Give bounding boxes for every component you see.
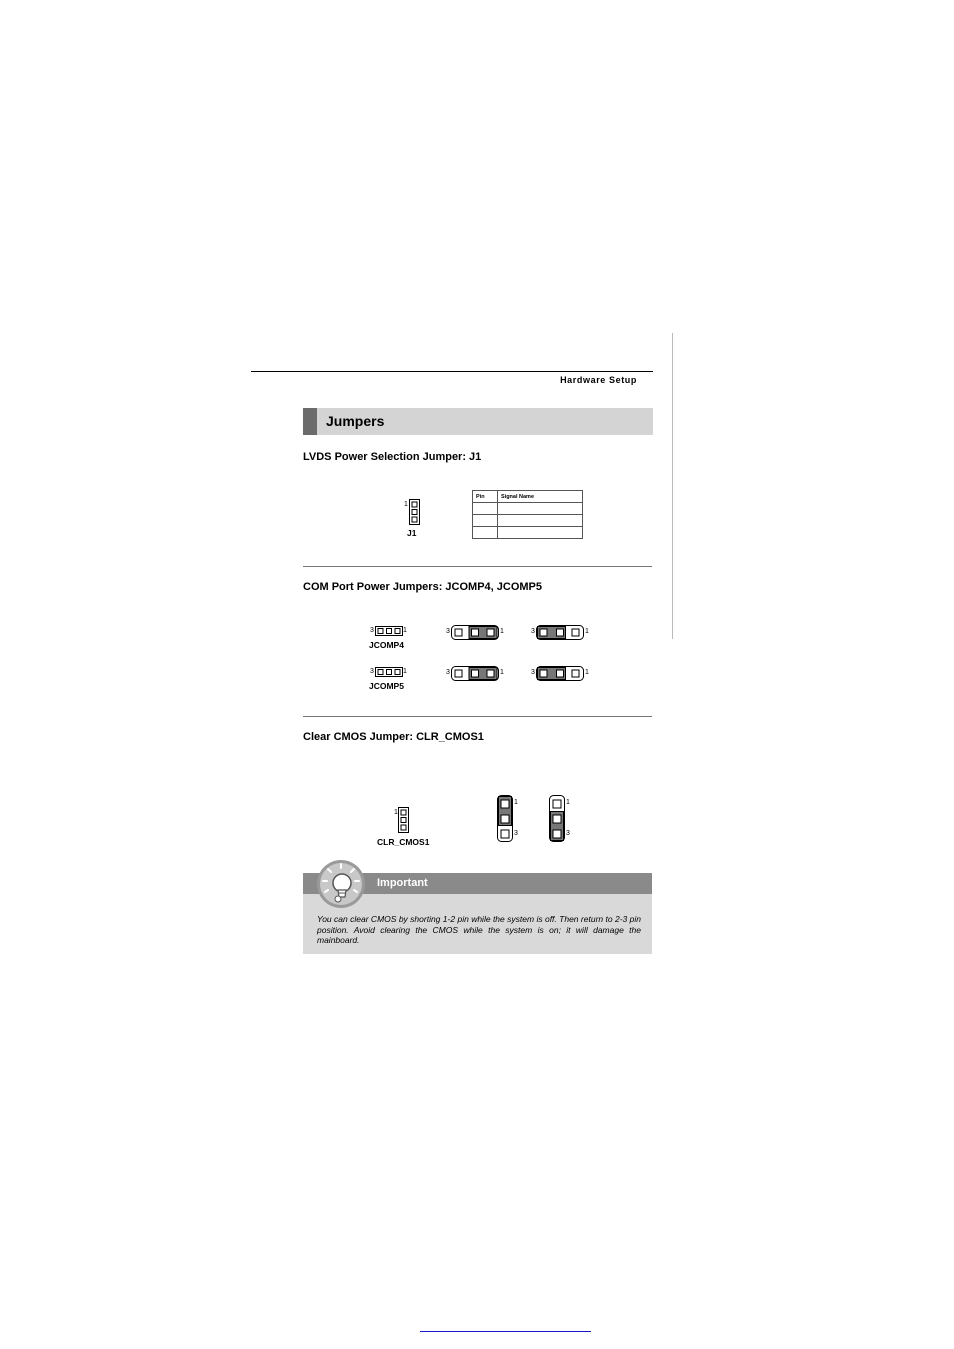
cmos-option-clear-diagram [549, 795, 565, 842]
cmos-option-keep-diagram [497, 795, 513, 842]
jcomp5-opt2-pin1: 1 [585, 669, 589, 676]
jcomp4-connector-diagram [375, 626, 403, 636]
table-row [473, 503, 583, 515]
jcomp5-opt2-pin3: 3 [531, 669, 535, 676]
jcomp5-pin3-label: 3 [370, 668, 374, 675]
jcomp5-label: JCOMP5 [369, 681, 404, 691]
jcomp5-option-1-diagram [451, 666, 499, 681]
lightbulb-icon [316, 859, 366, 909]
section-accent [303, 408, 317, 435]
header-rule [251, 371, 653, 372]
side-margin-line [672, 333, 673, 639]
j1-label: J1 [407, 528, 417, 538]
jcomp4-option-2-diagram [536, 625, 584, 640]
jcomp4-pin3-label: 3 [370, 627, 374, 634]
cmos-pin1-label: 1 [394, 809, 398, 816]
com-heading: COM Port Power Jumpers: JCOMP4, JCOMP5 [303, 581, 542, 593]
jcomp4-opt2-pin3: 3 [531, 628, 535, 635]
cmos-clear-pin3: 3 [566, 830, 570, 837]
cmos-clear-pin1: 1 [566, 799, 570, 806]
cmos-label: CLR_CMOS1 [377, 837, 430, 847]
jcomp4-opt1-pin3: 3 [446, 628, 450, 635]
table-header-row [473, 491, 583, 503]
section-title-bar [303, 408, 653, 435]
jcomp4-pin1-label: 1 [403, 627, 407, 634]
important-text: You can clear CMOS by shorting 1-2 pin while the system is off. Then return to 2-3 pin position. Avoid clearing the CMOS while the system is on; it will damage the mainboard. [317, 914, 641, 945]
footer-link-underline [420, 1331, 591, 1332]
table-row [473, 527, 583, 539]
important-title: Important [377, 877, 428, 889]
jcomp5-pin1-label: 1 [403, 668, 407, 675]
j1-pin-table [472, 490, 583, 539]
cmos-heading: Clear CMOS Jumper: CLR_CMOS1 [303, 731, 484, 743]
jcomp5-option-2-diagram [536, 666, 584, 681]
j1-connector-diagram [409, 499, 421, 526]
cmos-connector-diagram [398, 807, 410, 834]
section-divider [303, 716, 652, 717]
jcomp5-opt1-pin1: 1 [500, 669, 504, 676]
table-row [473, 515, 583, 527]
table-header-signal: Signal Name [498, 491, 583, 503]
lvds-heading: LVDS Power Selection Jumper: J1 [303, 451, 482, 463]
jcomp5-connector-diagram [375, 667, 403, 677]
table-header-pin: Pin [473, 491, 498, 503]
jcomp4-option-1-diagram [451, 625, 499, 640]
section-divider [303, 566, 652, 567]
jcomp4-opt2-pin1: 1 [585, 628, 589, 635]
jcomp5-opt1-pin3: 3 [446, 669, 450, 676]
cmos-keep-pin3: 3 [514, 830, 518, 837]
section-title: Jumpers [326, 413, 385, 429]
running-head: Hardware Setup [560, 375, 637, 385]
jcomp4-opt1-pin1: 1 [500, 628, 504, 635]
j1-pin1-label: 1 [404, 501, 408, 508]
cmos-keep-pin1: 1 [514, 799, 518, 806]
jcomp4-label: JCOMP4 [369, 640, 404, 650]
